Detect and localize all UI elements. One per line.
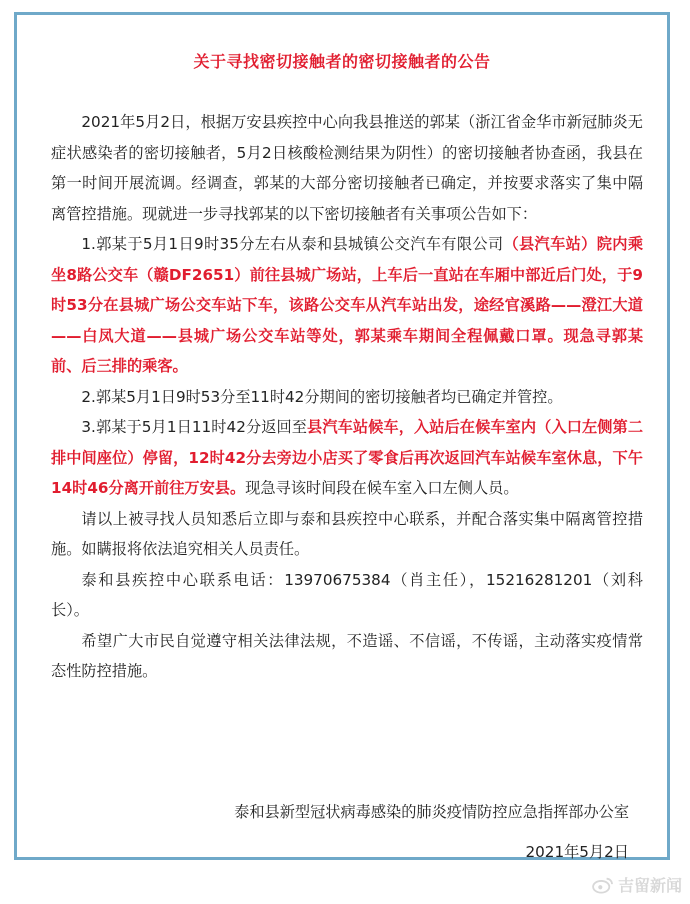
issuer-signature: 泰和县新型冠状病毒感染的肺炎疫情防控应急指挥部办公室 xyxy=(234,803,629,821)
issue-date: 2021年5月2日 xyxy=(525,843,629,861)
item-1-highlight: （县汽车站）院内乘坐8路公交车（赣DF2651）前往县城广场站，上车后一直站在车厢中部近后门处，于9时53分在县城广场公交车站下车，该路公交车从汽车站出发，途经官溪路——澄江大道——白凤大道——县城广场公交车站等处，郭某乘车期间全程佩戴口罩。现急寻郭某前、后三排的乘客。 xyxy=(51,235,643,375)
weibo-icon xyxy=(592,876,614,894)
item-3-highlight: 县汽车站候车，入站后在候车室内（入口左侧第二排中间座位）停留，12时42分去旁边小店买了零食后再次返回汽车站候车室休息，下午14时46分离开前往万安县。 xyxy=(51,418,644,497)
item-3-paragraph xyxy=(51,412,643,504)
weibo-watermark xyxy=(592,873,682,896)
item-1-text: 1.郭某于5月1日9时35分左右从泰和县城镇公交汽车有限公司 xyxy=(81,235,504,253)
notice-frame xyxy=(14,12,670,860)
contact-request-paragraph: 请以上被寻找人员知悉后立即与泰和县疾控中心联系，并配合落实集中隔离管控措施。如瞒报将依法追究相关人员责任。 xyxy=(51,509,643,558)
item-1-paragraph xyxy=(51,229,643,382)
notice-body xyxy=(51,107,643,687)
intro-paragraph: 2021年5月2日，根据万安县疾控中心向我县推送的郭某（浙江省金华市新冠肺炎无症状感染者的密切接触者，5月2日核酸检测结果为阴性）的密切接触者协查函，我县在第一时间开展流调。经调查，郭某的大部分密切接触者已确定，并按要求落实了集中隔离管控措施。现就进一步寻找郭某的以下密切接触者有关事项公告如下： xyxy=(51,113,643,223)
item-2-paragraph: 2.郭某5月1日9时53分至11时42分期间的密切接触者均已确定并管控。 xyxy=(81,387,563,406)
watermark-text: 吉留新闻 xyxy=(617,876,682,895)
notice-title: 关于寻找密切接触者的密切接触者的公告 xyxy=(193,52,491,71)
item-3-text: 3.郭某于5月1日11时42分返回至 xyxy=(81,418,308,436)
appeal-paragraph: 希望广大市民自觉遵守相关法律法规，不造谣、不信谣，不传谣，主动落实疫情常态性防控措施。 xyxy=(51,631,643,680)
phone-paragraph: 泰和县疾控中心联系电话：13970675384（肖主任），15216281201（刘科长）。 xyxy=(51,570,643,619)
item-3-suffix: 现急寻该时间段在候车室入口左侧人员。 xyxy=(245,479,519,497)
